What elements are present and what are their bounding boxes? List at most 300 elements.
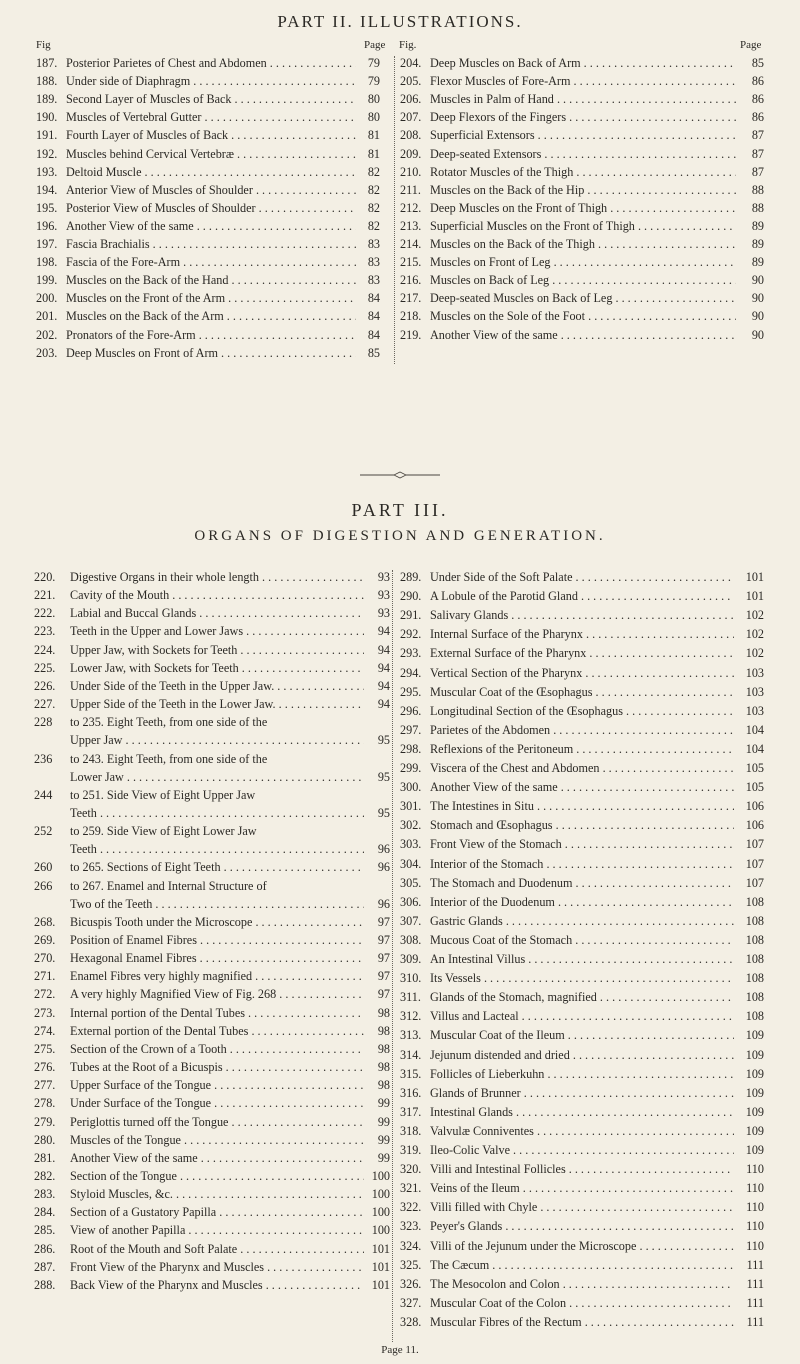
toc-row xyxy=(400,1046,764,1064)
toc-row xyxy=(36,344,380,362)
page-number: 99 xyxy=(377,1132,390,1147)
figure-number: 271. xyxy=(34,969,56,984)
toc-row xyxy=(400,1294,764,1312)
page-number: 102 xyxy=(745,646,764,661)
toc-row xyxy=(34,1185,390,1203)
entry-title: Villi and Intestinal Follicles . . . xyxy=(430,1160,734,1178)
toc-row xyxy=(36,199,380,217)
toc-row xyxy=(36,235,380,253)
figure-number: 281. xyxy=(34,1150,56,1165)
entry-title: Muscles on the Back of the Hand . . . xyxy=(66,271,356,289)
entry-title: to 251. Side View of Eight Upper Jaw xyxy=(70,787,256,802)
figure-number: 193. xyxy=(36,164,58,179)
left-page-header: Page xyxy=(364,39,386,51)
figure-number: 328. xyxy=(400,1314,422,1329)
entry-title: Muscles on the Back of the Hip . . . xyxy=(430,181,736,199)
page-number: 101 xyxy=(745,570,764,584)
figure-number: 201. xyxy=(36,309,58,324)
page-number: 82 xyxy=(367,164,380,179)
toc-row xyxy=(400,835,764,853)
entry-title: View of another Papilla . . . xyxy=(70,1221,364,1239)
entry-title: to 235. Eight Teeth, from one side of the xyxy=(70,715,268,730)
page-number: 109 xyxy=(745,1028,764,1043)
figure-number: 294. xyxy=(400,665,422,680)
toc-row xyxy=(400,1084,764,1102)
page-number: 105 xyxy=(745,761,764,775)
entry-title: Teeth . . . xyxy=(70,840,364,858)
entry-title: Root of the Mouth and Soft Palate . . . xyxy=(70,1240,364,1258)
page-number: 97 xyxy=(377,933,390,947)
figure-number: 188. xyxy=(36,74,58,89)
page-number: 99 xyxy=(377,1096,390,1111)
toc-row xyxy=(34,822,390,840)
page-number: 85 xyxy=(367,345,380,360)
page-number: 82 xyxy=(367,182,380,197)
entry-title: Posterior View of Muscles of Shoulder . . . xyxy=(66,199,356,217)
page-number: 83 xyxy=(367,273,380,288)
column-separator xyxy=(392,570,393,1342)
entry-title: The Mesocolon and Colon . . . xyxy=(430,1275,734,1293)
figure-number: 286. xyxy=(34,1241,56,1256)
entry-title: Villi of the Jejunum under the Microscope . . . xyxy=(430,1237,734,1255)
entry-title: Muscles in Palm of Hand . . . xyxy=(430,90,736,108)
page-number: 99 xyxy=(377,1150,390,1165)
toc-row xyxy=(34,877,390,895)
figure-number: 199. xyxy=(36,273,58,288)
entry-title: External portion of the Dental Tubes . . . xyxy=(70,1022,364,1040)
page-number: 93 xyxy=(377,588,390,603)
toc-row xyxy=(34,1131,390,1149)
entry-title: Another View of the same . . . xyxy=(430,326,736,344)
figure-number: 285. xyxy=(34,1223,56,1238)
toc-row xyxy=(34,1221,390,1239)
page-number: 87 xyxy=(751,128,764,143)
entry-title: Muscles on the Back of the Arm . . . xyxy=(66,307,356,325)
figure-number: 283. xyxy=(34,1187,56,1202)
toc-row xyxy=(400,606,764,624)
toc-row xyxy=(400,797,764,815)
entry-title: Reflexions of the Peritoneum . . . xyxy=(430,740,734,758)
entry-title: Interior of the Duodenum . . . xyxy=(430,893,734,911)
part-three-title: PART III. xyxy=(351,500,449,520)
toc-row xyxy=(400,568,764,586)
entry-title: Lower Jaw . . . xyxy=(70,768,364,786)
page-number: 111 xyxy=(746,1314,764,1329)
page-number: 89 xyxy=(751,237,764,251)
toc-row xyxy=(400,683,764,701)
entry-title: Deep-seated Muscles on Back of Leg . . . xyxy=(430,289,736,307)
toc-row xyxy=(400,778,764,796)
entry-title: Under Side of the Soft Palate . . . xyxy=(430,568,734,586)
page-number: 97 xyxy=(377,987,390,1002)
entry-title: External Surface of the Pharynx . . . xyxy=(430,644,734,662)
page-number: 108 xyxy=(745,1009,764,1024)
entry-title: Muscular Coat of the Œsophagus . . . xyxy=(430,683,734,701)
toc-row xyxy=(400,1103,764,1121)
figure-number: 236 xyxy=(34,751,53,766)
page-number: 95 xyxy=(377,733,390,748)
toc-row xyxy=(34,1113,390,1131)
figure-number: 317. xyxy=(400,1104,422,1119)
page-number: 98 xyxy=(377,1041,390,1056)
entry-title: Muscular Coat of the Colon . . . xyxy=(430,1294,734,1312)
entry-title: The Intestines in Situ . . . xyxy=(430,797,734,815)
entry-title: Fourth Layer of Muscles of Back . . . xyxy=(66,126,356,144)
page-number: 98 xyxy=(377,1060,390,1075)
figure-number: 210. xyxy=(400,164,422,179)
figure-number: 211. xyxy=(400,182,421,197)
entry-title: Position of Enamel Fibres . . . xyxy=(70,931,364,949)
toc-row xyxy=(36,271,380,289)
figure-number: 309. xyxy=(400,952,422,966)
page-number: 85 xyxy=(751,56,764,70)
toc-row xyxy=(400,816,764,834)
entry-title: Two of the Teeth . . . xyxy=(70,895,364,913)
figure-number: 287. xyxy=(34,1259,56,1274)
figure-number: 310. xyxy=(400,971,422,986)
entry-title: Muscles on the Back of the Thigh . . . xyxy=(430,235,736,253)
figure-number: 323. xyxy=(400,1219,422,1234)
entry-title: Glands of Brunner . . . xyxy=(430,1084,734,1102)
toc-row xyxy=(36,108,380,126)
toc-row xyxy=(34,695,390,713)
part-two-title: PART II. ILLUSTRATIONS. xyxy=(277,12,523,31)
entry-title: Villus and Lacteal . . . xyxy=(430,1007,734,1025)
page-number: 108 xyxy=(745,932,764,947)
page-number: 79 xyxy=(367,74,380,89)
page-number: 110 xyxy=(746,1200,764,1215)
figure-number: 203. xyxy=(36,345,58,360)
toc-row xyxy=(400,307,764,325)
entry-title: Section of the Crown of a Tooth . . . xyxy=(70,1040,364,1058)
figure-number: 325. xyxy=(400,1257,422,1272)
entry-title: Villi filled with Chyle . . . xyxy=(430,1198,734,1216)
toc-row xyxy=(400,740,764,758)
entry-title: Flexor Muscles of Fore-Arm . . . xyxy=(430,72,736,90)
entry-title: Internal portion of the Dental Tubes . . . xyxy=(70,1004,364,1022)
entry-title: The Stomach and Duodenum . . . xyxy=(430,874,734,892)
entry-title: Rotator Muscles of the Thigh . . . xyxy=(430,163,736,181)
page-number: 96 xyxy=(377,896,390,911)
figure-number: 275. xyxy=(34,1041,56,1056)
toc-row xyxy=(400,644,764,662)
figure-number: 194. xyxy=(36,182,58,197)
figure-number: 319. xyxy=(400,1143,422,1157)
toc-row xyxy=(36,90,380,108)
figure-number: 218. xyxy=(400,309,422,324)
toc-row xyxy=(400,721,764,739)
entry-title: Second Layer of Muscles of Back . . . xyxy=(66,90,356,108)
toc-row xyxy=(34,750,390,768)
page-number: 79 xyxy=(367,56,380,70)
entry-title: Enamel Fibres very highly magnified . . . xyxy=(70,967,364,985)
page-number: 105 xyxy=(745,780,764,795)
toc-row xyxy=(400,950,764,968)
toc-row xyxy=(400,702,764,720)
entry-title: Under Side of the Teeth in the Upper Jaw. . . . xyxy=(70,677,364,695)
figure-number: 205. xyxy=(400,74,422,89)
figure-number: 291. xyxy=(400,608,422,623)
entry-title: Muscles of Vertebral Gutter . . . xyxy=(66,108,356,126)
toc-row xyxy=(34,967,390,985)
toc-row xyxy=(400,235,764,253)
toc-row xyxy=(400,1179,764,1197)
toc-row xyxy=(400,969,764,987)
page-number: 94 xyxy=(377,642,390,657)
page-number: 82 xyxy=(367,200,380,215)
entry-title: Interior of the Stomach . . . xyxy=(430,855,734,873)
page-number: 93 xyxy=(377,606,390,621)
page-number: 101 xyxy=(371,1241,390,1256)
figure-number: 214. xyxy=(400,237,422,251)
figure-number: 303. xyxy=(400,837,422,852)
page-number: 109 xyxy=(745,1085,764,1100)
entry-title: Longitudinal Section of the Œsophagus . . . xyxy=(430,702,734,720)
entry-title: Intestinal Glands . . . xyxy=(430,1103,734,1121)
toc-row xyxy=(400,1217,764,1235)
page-number: 97 xyxy=(377,969,390,984)
figure-number: 311. xyxy=(400,990,421,1005)
entry-title: Tubes at the Root of a Bicuspis . . . xyxy=(70,1058,364,1076)
toc-row xyxy=(36,253,380,271)
figure-number: 213. xyxy=(400,218,422,233)
toc-row xyxy=(400,587,764,605)
figure-number: 322. xyxy=(400,1200,422,1215)
page-number: 87 xyxy=(751,146,764,161)
page-number: 103 xyxy=(745,703,764,718)
page-number: 108 xyxy=(745,913,764,928)
toc-row xyxy=(400,54,764,72)
page-number: 109 xyxy=(745,1104,764,1119)
entry-title: Deep-seated Extensors . . . xyxy=(430,145,736,163)
figure-number: 219. xyxy=(400,327,422,342)
figure-number: 223. xyxy=(34,624,56,639)
figure-number: 292. xyxy=(400,627,422,642)
figure-number: 295. xyxy=(400,684,422,699)
page-number: 97 xyxy=(377,951,390,966)
entry-title: Muscles behind Cervical Vertebræ . . . xyxy=(66,145,356,163)
figure-number: 209. xyxy=(400,146,422,161)
entry-title: Stomach and Œsophagus . . . xyxy=(430,816,734,834)
page-number: 81 xyxy=(367,146,380,161)
toc-row xyxy=(400,1122,764,1140)
figure-number: 252 xyxy=(34,824,53,839)
figure-number: 200. xyxy=(36,291,58,306)
figure-number: 320. xyxy=(400,1162,422,1177)
figure-number: 212. xyxy=(400,200,422,215)
entry-title: Teeth . . . xyxy=(70,804,364,822)
figure-number: 304. xyxy=(400,856,422,871)
toc-row xyxy=(400,145,764,163)
entry-title: Digestive Organs in their whole length . . . xyxy=(70,568,364,586)
toc-row xyxy=(400,893,764,911)
entry-title: Deep Muscles on the Front of Thigh . . . xyxy=(430,199,736,217)
entry-title: Gastric Glands . . . xyxy=(430,912,734,930)
entry-title: Deep Muscles on Back of Arm . . . xyxy=(430,54,736,72)
figure-number: 314. xyxy=(400,1047,422,1062)
entry-title: to 259. Side View of Eight Lower Jaw xyxy=(70,824,257,839)
page-number: 96 xyxy=(377,860,390,875)
page-number: 107 xyxy=(745,837,764,852)
figure-number: 313. xyxy=(400,1028,422,1043)
figure-number: 312. xyxy=(400,1009,422,1024)
toc-row xyxy=(400,217,764,235)
figure-number: 306. xyxy=(400,894,422,909)
figure-number: 308. xyxy=(400,932,422,947)
figure-number: 269. xyxy=(34,933,56,947)
toc-row xyxy=(36,181,380,199)
entry-title: Another View of the same . . . xyxy=(70,1149,364,1167)
figure-number: 195. xyxy=(36,200,58,215)
entry-title: Teeth in the Upper and Lower Jaws . . . xyxy=(70,622,364,640)
figure-number: 207. xyxy=(400,110,422,125)
page-number: 90 xyxy=(751,273,764,288)
toc-row xyxy=(400,1313,764,1331)
page-number: 97 xyxy=(377,914,390,929)
page-number: 84 xyxy=(367,327,380,342)
page-number: 109 xyxy=(745,1066,764,1081)
entry-title: Upper Side of the Teeth in the Lower Jaw. . . . xyxy=(70,695,364,713)
page-number: 111 xyxy=(746,1295,764,1310)
toc-row xyxy=(400,108,764,126)
entry-title: Front View of the Stomach . . . xyxy=(430,835,734,853)
page-number: 109 xyxy=(745,1123,764,1138)
figure-number: 273. xyxy=(34,1005,56,1020)
toc-row xyxy=(400,1275,764,1293)
page-number: 90 xyxy=(751,309,764,324)
entry-title: Muscular Fibres of the Rectum . . . xyxy=(430,1313,734,1331)
figure-number: 298. xyxy=(400,741,422,756)
toc-row xyxy=(34,1240,390,1258)
page-number: 102 xyxy=(745,627,764,642)
page-number: 90 xyxy=(751,291,764,306)
entry-title: to 243. Eight Teeth, from one side of the xyxy=(70,751,268,766)
entry-title: Muscular Coat of the Ileum . . . xyxy=(430,1026,734,1044)
page-number: 110 xyxy=(746,1181,764,1196)
entry-title: The Cæcum . . . xyxy=(430,1256,734,1274)
figure-number: 293. xyxy=(400,646,422,661)
entry-title: Fascia Brachialis . . . xyxy=(66,235,356,253)
figure-number: 206. xyxy=(400,92,422,107)
figure-number: 318. xyxy=(400,1123,422,1138)
entry-title: Mucous Coat of the Stomach . . . xyxy=(430,931,734,949)
entry-title: Parietes of the Abdomen . . . xyxy=(430,721,734,739)
figure-number: 266 xyxy=(34,878,53,893)
toc-row xyxy=(400,289,764,307)
entry-title: Upper Jaw, with Sockets for Teeth . . . xyxy=(70,641,364,659)
figure-number: 191. xyxy=(36,128,58,143)
entry-title: Posterior Parietes of Chest and Abdomen . . . xyxy=(66,54,356,72)
page-number: 100 xyxy=(371,1168,390,1183)
page-number: 84 xyxy=(367,309,380,324)
page-number: 110 xyxy=(746,1238,764,1253)
figure-number: 321. xyxy=(400,1181,422,1196)
page-number: 111 xyxy=(746,1276,764,1291)
entry-title: Viscera of the Chest and Abdomen . . . xyxy=(430,759,734,777)
entry-title: Fascia of the Fore-Arm . . . xyxy=(66,253,356,271)
toc-row xyxy=(400,931,764,949)
toc-row xyxy=(400,271,764,289)
page-number: 111 xyxy=(746,1257,764,1272)
toc-row xyxy=(400,126,764,144)
page-number: 101 xyxy=(371,1277,390,1292)
figure-number: 305. xyxy=(400,875,422,890)
toc-row xyxy=(400,912,764,930)
page-number: 101 xyxy=(745,589,764,604)
toc-row xyxy=(400,1160,764,1178)
entry-title: Another View of the same . . . xyxy=(66,217,356,235)
entry-title: Salivary Glands . . . xyxy=(430,606,734,624)
entry-title: Periglottis turned off the Tongue . . . xyxy=(70,1113,364,1131)
figure-number: 227. xyxy=(34,697,56,712)
entry-title: Jejunum distended and dried . . . xyxy=(430,1046,734,1064)
entry-title: Muscles on Front of Leg . . . xyxy=(430,253,736,271)
page-number: 104 xyxy=(745,741,764,756)
entry-title: Vertical Section of the Pharynx . . . xyxy=(430,664,734,682)
figure-number: 278. xyxy=(34,1096,56,1111)
page-number: 94 xyxy=(377,624,390,639)
figure-number: 297. xyxy=(400,722,422,737)
entry-title: Hexagonal Enamel Fibres . . . xyxy=(70,949,364,967)
figure-number: 284. xyxy=(34,1205,56,1220)
toc-row xyxy=(34,913,390,931)
entry-title: Front View of the Pharynx and Muscles . . . xyxy=(70,1258,364,1276)
figure-number: 301. xyxy=(400,799,422,814)
entry-title: Valvulæ Conniventes . . . xyxy=(430,1122,734,1140)
page-number: 95 xyxy=(377,805,390,820)
toc-row xyxy=(36,289,380,307)
figure-number: 226. xyxy=(34,678,56,693)
entry-title: Muscles on Back of Leg . . . xyxy=(430,271,736,289)
toc-row xyxy=(34,931,390,949)
entry-title: Lower Jaw, with Sockets for Teeth . . . xyxy=(70,659,364,677)
toc-row xyxy=(400,1256,764,1274)
figure-number: 228 xyxy=(34,715,53,730)
page-number: 107 xyxy=(745,875,764,890)
figure-number: 300. xyxy=(400,780,422,795)
figure-number: 289. xyxy=(400,570,422,584)
toc-row xyxy=(36,326,380,344)
toc-row xyxy=(400,253,764,271)
page-number: 90 xyxy=(751,327,764,342)
toc-row xyxy=(34,1004,390,1022)
right-page-header: Page xyxy=(740,39,762,51)
entry-title: Under Surface of the Tongue . . . xyxy=(70,1094,364,1112)
entry-title: Deep Muscles on Front of Arm . . . xyxy=(66,344,356,362)
entry-title: Peyer's Glands . . . xyxy=(430,1217,734,1235)
page-number: 88 xyxy=(751,200,764,215)
page-number: 106 xyxy=(745,799,764,814)
figure-number: 324. xyxy=(400,1238,422,1253)
toc-row xyxy=(400,1237,764,1255)
page-number: 100 xyxy=(371,1205,390,1220)
page-number: 80 xyxy=(367,92,380,107)
entry-title: Ileo-Colic Valve . . . xyxy=(430,1141,734,1159)
entry-title: Section of a Gustatory Papilla . . . xyxy=(70,1203,364,1221)
entry-title: Anterior View of Muscles of Shoulder . . . xyxy=(66,181,356,199)
page-number: 109 xyxy=(745,1143,764,1157)
toc-row xyxy=(400,1141,764,1159)
page-number: 98 xyxy=(377,1078,390,1093)
toc-row xyxy=(400,326,764,344)
figure-number: 224. xyxy=(34,642,56,657)
page-number: 88 xyxy=(751,182,764,197)
toc-row xyxy=(400,1007,764,1025)
figure-number: 274. xyxy=(34,1023,56,1038)
figure-number: 196. xyxy=(36,218,58,233)
entry-title: Labial and Buccal Glands . . . xyxy=(70,604,364,622)
toc-row xyxy=(34,768,390,786)
